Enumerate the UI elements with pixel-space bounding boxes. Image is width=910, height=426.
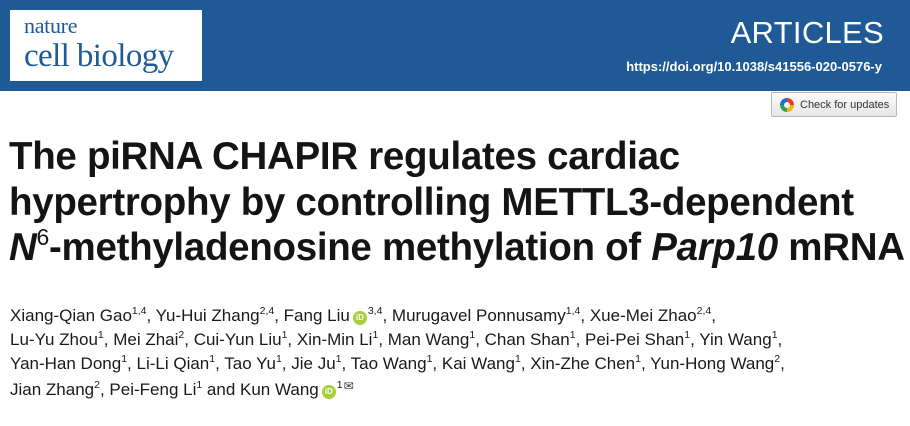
author-name-text: Jie Ju [291,353,336,373]
author-name-text: Xin-Min Li [296,329,373,349]
orcid-icon[interactable]: iD [322,385,336,399]
author-name-text: Fang Liu [283,306,350,325]
envelope-icon[interactable]: ✉ [343,379,354,394]
author-separator: , [146,306,156,325]
title-line-2: hypertrophy by controlling METTL3-dependent [9,180,854,224]
affiliation-superscript: 1 [514,352,521,365]
author-name[interactable] [109,380,202,399]
affiliation-superscript: 2 [94,379,100,392]
author-name-text: Xiang-Qian Gao [10,306,132,325]
logo-nature-text: nature [24,13,78,38]
author-name-text: Tao Wang [350,353,427,373]
author-name-text: Yu-Hui Zhang [155,306,260,325]
affiliation-superscript: 1 [335,352,342,365]
affiliation-superscript: 3,4 [367,305,383,317]
affiliation-superscript: 1 [97,328,104,341]
affiliation-superscript: 2,4 [259,305,275,317]
author-name[interactable] [291,354,341,373]
affiliation-superscript: 1 [469,328,476,341]
affiliation-superscript: 2 [178,328,185,341]
author-separator: , [780,353,785,373]
affiliation-superscript: 1 [196,379,203,392]
affiliation-superscript: 1 [281,328,288,341]
affiliation-superscript: 1 [336,379,343,392]
title-n: N [9,226,37,269]
author-name-text: Pei-Pei Shan [585,329,685,349]
author-list [10,304,905,402]
author-name-text: Xin-Zhe Chen [530,353,636,373]
author-separator: , [382,306,392,325]
affiliation-superscript: 1,4 [131,305,147,317]
author-separator: , [281,353,292,373]
affiliation-superscript: 1 [771,328,778,341]
author-name-text: Kun Wang [240,380,319,400]
logo-journal-text: cell biology [24,38,174,74]
affiliation-superscript: 1 [372,328,379,341]
author-name-text: Pei-Feng Li [109,380,197,400]
affiliation-superscript: 1 [569,328,576,341]
author-name-text: Li-Li Qian [136,353,210,373]
affiliation-superscript: 1 [684,328,691,341]
orcid-icon[interactable]: iD [353,311,367,325]
author-separator: , [184,329,194,349]
author-name[interactable] [388,330,475,349]
author-name[interactable] [10,330,104,349]
author-name-text: Yun-Hong Wang [650,353,775,373]
author-name[interactable] [650,354,780,373]
author-name-text: Cui-Yun Liu [193,329,282,349]
author-separator: , [341,353,351,373]
affiliation-superscript: 1 [635,352,641,365]
author-separator: and [202,380,241,400]
author-separator: , [287,329,297,349]
author-separator: , [103,329,114,349]
author-name-text: Jian Zhang [10,380,95,400]
author-name[interactable] [699,330,777,349]
title-line-3-end: mRNA [777,226,905,269]
author-separator: , [580,306,590,325]
author-separator: , [711,306,716,325]
article-title [9,134,904,271]
author-name[interactable] [442,354,521,373]
author-name[interactable] [10,306,147,325]
affiliation-superscript: 1,4 [565,305,581,317]
author-name[interactable] [10,380,100,399]
author-name[interactable] [224,354,282,373]
author-line [10,352,905,376]
doi-link[interactable]: https://doi.org/10.1038/s41556-020-0576-y [626,59,882,74]
author-name-text: Murugavel Ponnusamy [391,306,566,325]
author-name[interactable] [530,354,641,373]
author-name-text: Yan-Han Dong [10,353,122,373]
title-superscript: 6 [36,224,50,250]
author-name[interactable] [590,306,711,325]
check-for-updates-label: Check for updates [800,98,890,111]
author-name[interactable] [194,330,288,349]
author-name[interactable] [585,330,690,349]
author-separator: , [777,329,783,349]
author-line [10,304,905,328]
author-separator: , [575,329,586,349]
author-name-text: Mei Zhai [113,329,179,349]
author-separator: , [690,329,700,349]
author-name[interactable] [10,354,127,373]
title-line-3-middle: -methyladenosine methylation of [49,226,652,269]
author-name-text: Man Wang [387,329,470,349]
crossmark-icon [780,98,794,112]
author-line [10,375,905,402]
author-name-text: Lu-Yu Zhou [10,329,98,349]
affiliation-superscript: 1 [426,352,433,365]
author-name[interactable] [240,380,354,399]
author-name[interactable] [113,330,184,349]
title-line-3 [9,225,904,271]
section-label: ARTICLES [730,15,884,50]
author-name-text: Chan Shan [484,329,570,349]
author-separator: , [127,353,137,373]
title-gene: Parp10 [651,226,778,269]
author-line [10,328,905,352]
author-separator: , [378,329,388,349]
author-separator: , [640,353,651,373]
author-name[interactable] [297,330,378,349]
author-separator: , [215,353,225,373]
author-name[interactable] [284,306,383,325]
author-name-text: Tao Yu [224,353,276,373]
author-separator: , [99,380,110,400]
author-separator: , [274,306,284,325]
title-line-1: The piRNA CHAPIR regulates cardiac [9,135,680,178]
journal-header [0,0,910,91]
affiliation-superscript: 1 [121,352,128,365]
author-separator: , [520,353,531,373]
affiliation-superscript: 2,4 [696,305,712,317]
author-name-text: Kai Wang [441,353,515,373]
author-separator: , [475,329,485,349]
author-name[interactable] [156,306,275,325]
affiliation-superscript: 2 [774,352,781,365]
author-name[interactable] [485,330,576,349]
author-name-text: Yin Wang [699,329,772,349]
author-name-text: Xue-Mei Zhao [589,306,697,325]
author-name[interactable] [392,306,580,325]
affiliation-superscript: 1 [209,352,216,365]
journal-logo[interactable] [10,10,202,81]
affiliation-superscript: 1 [275,352,282,365]
author-name[interactable] [351,354,433,373]
author-name[interactable] [137,354,216,373]
check-for-updates-button[interactable] [771,92,897,117]
author-separator: , [432,353,442,373]
